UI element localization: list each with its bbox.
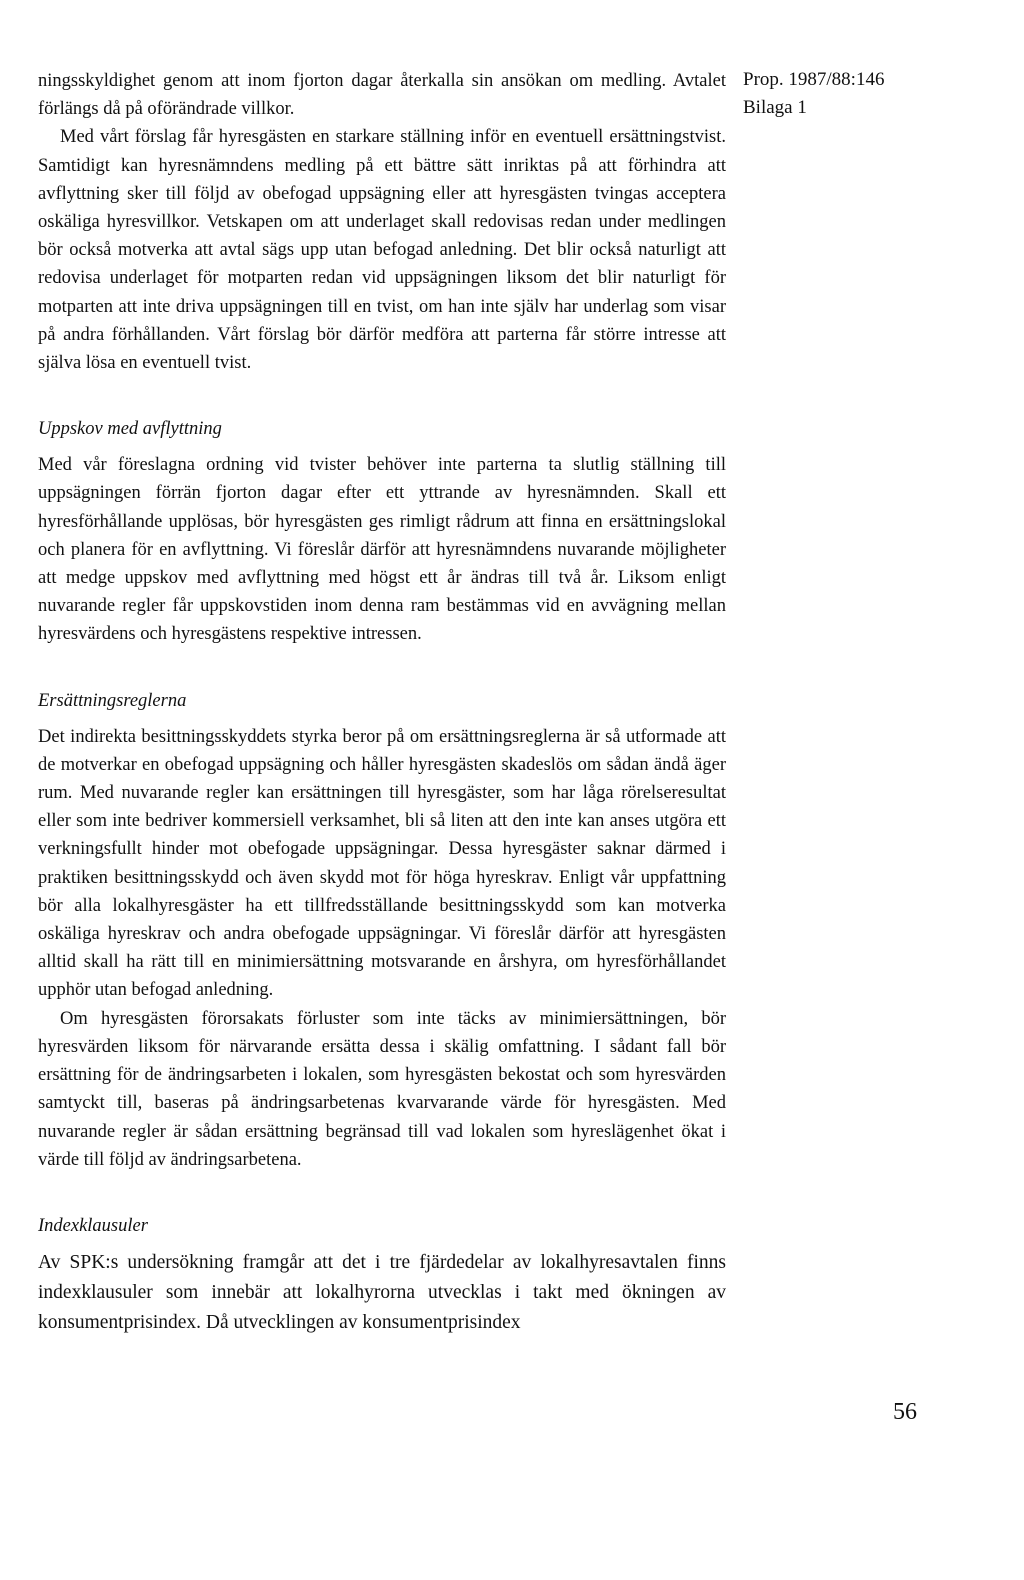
section-heading-index: Indexklausuler	[38, 1215, 148, 1236]
ersattning-paragraph-1: Det indirekta besittningsskyddets styrka beror på om ersättningsreglerna är så utformade att de motverkar en obefogad uppsägning och håller hyresgästen skadeslös om sådan ändå äger rum. Med nuvarande regler kan ersättningen till hyresgäster, som har låga rörelseresultat eller som inte bedriver kommersiell verksamhet, bli så liten att den inte kan anses utgöra ett verkningsfullt hinder mot obefogade uppsägningar. Dessa hyresgäster saknar därmed i praktiken besittningsskydd och även skydd mot för höga hyreskrav. Enligt vår uppfattning bör alla lokalhyresgäster ha ett tillfredsställande besittningsskydd som kan motverka oskäliga hyreskrav och andra obefogade uppsägningar. Vi föreslår därför att hyresgästen alltid skall ha rätt till en minimiersättning motsvarande en årshyra, om hyresförhållandet upphör utan befogad anledning.	[38, 726, 726, 1001]
main-text	[38, 67, 726, 1338]
proposition-number: Prop. 1987/88:146	[743, 69, 885, 90]
section-heading-ersattning: Ersättningsreglerna	[38, 690, 187, 711]
uppskov-paragraph: Med vår föreslagna ordning vid tvister behöver inte parterna ta slutlig ställning till uppsägningen förrän fjorton dagar efter ett yttrande av hyresnämnden. Skall ett hyresförhållande upplösas, bör hyresgästen ges rimligt rådrum att finna en ersättningslokal och planera för en avflyttning. Vi föreslår därför att hyresnämndens nuvarande möjligheter att medge uppskov med avflyttning med högst ett år ändras till två år. Liksom enligt nuvarande regler får uppskovstiden inom denna ram bestämmas vid en avvägning mellan hyresvärdens och hyresgästens respektive intressen.	[38, 455, 726, 645]
page-header	[743, 66, 884, 122]
index-paragraph: Av SPK:s undersökning framgår att det i tre fjärdedelar av lokalhyresavtalen finns indexklausuler som innebär att lokalhyrorna utvecklas i takt med ökningen av konsumentprisindex. Då utvecklingen av konsumentprisindex	[38, 1251, 726, 1333]
ersattning-paragraph-2: Om hyresgästen förorsakats förluster som inte täcks av minimiersättningen, bör hyresvärden liksom för närvarande ersätta dessa i skälig omfattning. I sådant fall bör ersättning för de ändringsarbeten i lokalen, som hyresgästen bekostat och som hyresvärden samtyckt till, baseras på ändringsarbetenas kvarvarande värde för hyresgästen. Med nuvarande regler är sådan ersättning begränsad till vad lokalen som hyreslägenhet ökat i värde till följd av ändringsarbetena.	[38, 1008, 726, 1170]
intro-paragraph-2: Med vårt förslag får hyresgästen en starkare ställning inför en eventuell ersättningstvist. Samtidigt kan hyresnämndens medling på ett bättre sätt inriktas på att förhindra att avflyttning sker till följd av obefogad uppsägning eller att hyresgästen tvingas acceptera oskäliga hyresvillkor. Vetskapen om att underlaget skall redovisas redan under medlingen bör också motverka att avtal sägs upp utan befogad anledning. Det blir också naturligt att redovisa underlaget för motparten redan vid uppsägningen liksom det blir naturligt för motparten att inte driva uppsägningen till en tvist, om han inte själv har underlag som visar på andra förhållanden. Vårt förslag bör därför medföra att parterna får större intresse att själva lösa en eventuell tvist.	[38, 127, 726, 374]
section-heading-uppskov: Uppskov med avflyttning	[38, 419, 222, 440]
page-number: 56	[893, 1399, 917, 1425]
intro-paragraph-1: ningsskyldighet genom att inom fjorton dagar återkalla sin ansökan om medling. Avtalet förlängs då på oförändrade villkor.	[38, 71, 726, 120]
appendix-label: Bilaga 1	[743, 97, 807, 118]
